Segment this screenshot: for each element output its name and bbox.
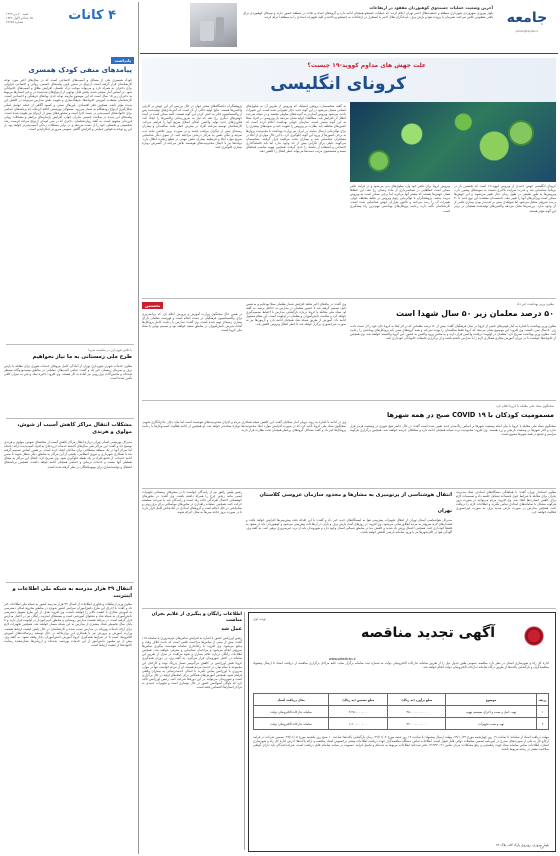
- news1-kicker: معاون وزیر بهداشت خبر داد: [516, 302, 554, 306]
- sidebar-article4-title: انتقال ۳۹ هزار مدرسه به شبکه ملی اطلاعات و اینترنت: [12, 586, 132, 599]
- tender-footer: بلوار پیروزی، روبروی پارک لاله، پلاک ۴۶: [496, 843, 549, 847]
- feature-header: [142, 58, 556, 102]
- table-row: ۱ تهیه، حمل و نصب و اجرای سیستم تهویه ۴۵,۰۰۰,۰۰۰,۰۰۰ ۲,۲۵۰,۰۰۰,۰۰۰ سامانه تدارکات الکترونیکی دولت: [254, 706, 549, 718]
- news1-body3: در همین حال سخنگوی وزارت آموزش و پرورش اعلام کرد که برنامه‌ریزی برای واکسیناسیون فرهنگیان در دست انجام است و فهرست معلمان دارای بیماری زمینه‌ای تهیه شده است. وی گفت: مدارس با رعایت کامل پروتکل‌ها آماده پذیرش دانش‌آموزان در مناطق سفید خواهند بود و تصمیم نهایی با ستاد ملی کرونا است.: [142, 312, 242, 333]
- news3-side: معاون استاندار تهران گفت: با هماهنگی دستگاه‌های امدادی، ستاد مدیریت بحران برای مقابله با شرایط جوی نامساعد تشکیل جلسه داد و تصمیمات لازم برای کاهش خسارت‌ها اتخاذ شد. وی افزود: مردم می‌توانند در صورت بروز هرگونه مشکل با سامانه‌های امدادی تماس بگیرند و اطلاعات لازم را دریافت کنند. همچنین مدارس در صورت بارش شدید برف به صورت غیرحضوری فعالیت خواهند کرد.: [456, 490, 556, 515]
- sidebar-article4-body: معاون وزیر ارتباطات و فناوری اطلاعات از اتصال ۳۹ هزار مدرسه کشور به شبکه ملی اطلاعات خبر داد و گفت: با اجرای این طرح دانش‌آموزان سراسر کشور به‌ویژه در مناطق محروم امکان دسترسی به آموزش مجازی با کیفیت بالاتر را خواهند داشت. وی افزود: هدف از این طرح تسهیل دسترسی دانش‌آموزان به شبکه شاد و محتوای آموزشی است و بسته‌های اینترنت رایگان نیز در اختیار مدارس قرار گرفته است. در مرحله نخست مدارس روستایی و مناطق کم‌برخوردار در اولویت قرار دارند و تا پایان سال تحصیلی تعداد بیشتری از مدارس به این شبکه متصل خواهند شد. همچنین تجهیزات لازم برای ارائه خدمات پهن‌باند در مدارس نصب شده و کارشناسان در حال پایش کیفیت ارتباط هستند. وزارت آموزش و پرورش نیز با همکاری این وزارتخانه در حال توسعه زیرساخت‌های آموزش الکترونیک است تا در شرایط همه‌گیری کرونا آموزش دانش‌آموزان دچار وقفه نشود. به گفته وی، بیش از دو میلیون دانش‌آموز از این خدمات بهره‌مند شده‌اند و ارزیابی‌ها نشان‌دهنده رضایت خانواده‌ها از کیفیت ارتباط است.: [4, 602, 132, 647]
- top-news-body: بلوار پیروزی سهروردی شهرداری منطقه و جمعیت‌هلال احمر تهران اعلام کردند که عملیات جستجو همچنان ادامه دارد و گروه‌های امداد و نجات در منطقه حضور دارند و تیم‌های کوهنوردی برای یافتن مفقودین تلاش می‌کنند. همزمان با برودت هوا و بارش برف، امدادگران هلال احمر با استقرار در ارتفاعات به جستجو پرداختند و کلیه تجهیزات امدادی را به منطقه اعزام کردند.: [243, 11, 493, 20]
- news4-body: رئیس اورژانس کشور با اشاره به افزایش تماس‌های غیرضروری با سامانه ۱۱۵ گفت: بیش از نیمی از تماس‌ها مزاحمت تلفنی است که باعث اتلاف وقت و منابع می‌شود. وی افزود: با راه‌اندازی سامانه هوشمند، پیگیری تماس‌ها سریع‌تر انجام می‌شود و مزاحمان شناسایی و معرفی خواهند شد. همچنین اطلاعات رایگان درباره علائم بیماری و نحوه مراقبت در منزل از طریق این سامانه در اختیار شهروندان قرار می‌گیرد. به گفته وی، در دوران همه‌گیری کرونا نقش اورژانس در کاهش مرگ‌ومیر بسیار پررنگ بوده و کارکنان این مجموعه با تمام توان در خدمت مردم هستند. او از مردم خواست تنها در موارد ضروری با اورژانس تماس بگیرند تا امکان خدمت‌رسانی به بیماران واقعی فراهم شود. همچنین آموزش‌های همگانی برای کمک‌های اولیه در حال برگزاری است و شهروندان می‌توانند در این دوره‌ها شرکت کنند. رئیس اورژانس تأکید کرد که ناوگان آمبولانس کشور در حال نوسازی است و تجهیزات جدیدی به مراکز استان‌ها اختصاص یافته است.: [142, 636, 242, 690]
- news1-body: معاون وزیر بهداشت با اشاره به آمار فوتی‌های ناشی از کرونا در میان فرهنگیان گفت: بیش از ۵۰ درصد معلمانی که بر اثر ابتلا به کرونا جان خود را از دست دادند زیر ۵۰ سال سن داشتند. وی افزود: این موضوع نشان می‌دهد که کرونا فقط سالمندان را تهدید نمی‌کند و همه گروه‌های سنی باید پروتکل‌های بهداشتی را رعایت کنند. معاون وزیر بهداشت تصریح کرد: معلمان در اولویت دریافت واکسن قرار دارند و به محض ورود واکسن به کشور، این گروه واکسینه خواهند شد. وی همچنین از خانواده‌ها خواست تا در دوران آموزش مجازی همکاری لازم را با مدارس داشته باشند و از برگزاری تجمعات خانوادگی خودداری کنند.: [350, 324, 556, 341]
- news4-subtitle: عمل شد: [221, 626, 242, 632]
- tender-intro: اداره کل راه و شهرسازی استان در نظر دارد مناقصه عمومی طبق جدول ذیل را از طریق سامانه تدارکات الکترونیکی دولت به شماره ثبت سامانه برگزار نماید. کلیه مراحل برگزاری مناقصه از دریافت اسناد تا ارسال پیشنهاد مناقصه‌گران و بازگشایی پاکت‌ها از طریق درگاه سامانه تدارکات الکترونیکی دولت انجام خواهد شد.: [253, 661, 549, 670]
- sidebar-article3-body: مدیرکل بهزیستی استان تهران درباره انتقال مراکز کاهش آسیب از محله‌های شوش، مولوی و هرندی توضیح داد و گفت: این مراکز طی سال‌های گذشته خدمات ارزنده‌ای به افراد آسیب‌دیده ارائه داده‌اند اما تمرکز آنها در یک منطقه مشکلاتی برای ساکنان ایجاد کرده است. بر همین اساس تصمیم گرفته شد با همکاری شهرداری و نیروی انتظامی، بخشی از این مراکز به مناطق دیگر منتقل شوند تا ضمن ادامه خدمات، از تجمع افراد در یک نقطه جلوگیری شود. وی تصریح کرد: انتقال این مراکز به معنای تعطیلی آنها نیست و خدمات درمانی و حمایتی همچنان ادامه خواهد داشت. همچنین برنامه‌های اشتغال و توانمندسازی برای بهبودیافتگان در نظر گرفته شده است.: [4, 440, 132, 469]
- sidebar-article2-body: معاون خدمات شهری شهرداری تهران از آمادگی کامل نیروهای خدمات شهری برای مقابله با بارش برف و سرمای زمستان خبر داد و گفت: تمامی اکیپ‌های عملیاتی در مناطق بیست‌ودوگانه مستقر شده‌اند و ماشین‌آلات برف‌روبی نیز آماده به کار هستند. وی افزود: ذخیره نمک و شن به میزان کافی تأمین شده است.: [4, 364, 132, 381]
- feature-title: کرونای انگلیسی: [270, 74, 406, 94]
- tender-table: ردیف موضوع مبلغ برآورد (به ریال) مبلغ تضمین (به ریال) محل دریافت اسناد ۱ تهیه، حمل و نصب و اجرای سیستم تهویه ۴۵,۰۰۰,۰۰۰,۰۰۰ ۲,۲۵۰,۰۰۰,۰۰۰ سامانه تدارکات الکترونیکی دولت ۲ تهیه و نصب تجهیزات ۳۲,۰۰۰,۰۰۰,۰۰۰ ۱,۶۰۰,۰۰۰,۰۰۰ سامانه تدارکات الکترونیکی دولت: [253, 693, 549, 730]
- news1-title: ۵۰ درصد معلمان زیر ۵۰ سال شهدا است: [395, 309, 554, 318]
- news3-title: انتقال هوشناسی از پرتومیزی به مشارها و محدود سازمان عروسی کلاستان: [259, 492, 452, 498]
- masthead-tagline: jameh@kayhan.ir: [515, 30, 539, 33]
- sidebar-article2-title: طرح ملی زمستانی به ما نیاز نخواهیم: [32, 354, 132, 360]
- news2-title: مسمومیت کودکان با COVID ۱۹ صبح در همه شهرها: [386, 411, 554, 419]
- top-news-headline: آخرین وضعیت عملیات جستجوی کوهنوردان مفقود در ارتفاعات: [369, 5, 493, 10]
- feature-col4: پژوهشگران دانشگاه‌های معتبر جهان در حال بررسی اثر این جهش بر کارایی واکسن‌ها هستند. نتایج اولیه حاکی از آن است که آنتی‌بادی‌های تولیدشده پس از واکسیناسیون قادر به خنثی کردن این گونه هستند. البته ممکن است در آینده جهش‌های دیگری رخ دهد که نیاز به به‌روزرسانی واکسن‌ها را ایجاد کند. فناوری‌های جدید تولید واکسن امکان اصلاح سریع آنها را فراهم می‌کند. کارشناسان توصیه می‌کنند افراد در معرض خطر مانند سالمندان و بیماران زمینه‌ای بیش از دیگران مراقب باشند و در صورت بروز علائمی مانند تب، سرفه و تنگی نفس به مراکز درمانی مراجعه کنند. از سوی دیگر شناسایی سریع موارد ابتلا و قرنطینه بیماران نقش مهمی در قطع زنجیره انتقال دارد. دولت‌ها نیز با اعمال محدودیت‌های هوشمند تلاش می‌کنند از گسترش دوباره بیماری جلوگیری کنند.: [142, 104, 242, 149]
- tender-details: مهلت دریافت اسناد از سامانه: تا ساعت ۱۹ روز چهارشنبه مورخ ۹۹/۱۰/۲۴. مهلت ارسال پیشنهاد: تا ساعت ۱۴ روز شنبه مورخ ۹۹/۱۱/۰۴. زمان بازگشایی پاکت‌ها: ساعت ۱۰ صبح روز یکشنبه مورخ ۹۹/۱۱/۰۵. تضمین شرکت در فرایند ارجاع کار به یکی از صورت‌های مندرج در آیین‌نامه تضمین معاملات دولتی قابل قبول است. اطلاعات تماس دستگاه مناقصه‌گزار جهت دریافت اطلاعات بیشتر درخصوص اسناد مناقصه و ارائه پاکت‌ها: آدرس اداره کل راه و شهرسازی استان. اطلاعات تماس سامانه ستاد جهت راهنمایی و رفع مشکلات: مرکز تماس ۰۲۱-۴۱۹۳۴. دفتر ثبت‌نام: اطلاعات مربوط به ثبت‌نام و تکمیل فرایند عضویت در سایت سامانه قابل دریافت است. شرکت‌کنندگان باید دارای گواهی صلاحیت معتبر در رشته مربوط باشند.: [253, 735, 549, 752]
- page-number: ۱۲: [540, 846, 544, 850]
- news2-body: سخنگوی ستاد ملی مقابله با کرونا با بیان اینکه وضعیت شهرها بر اساس رنگ‌بندی جدید تعیین شده است گفت: در حال حاضر هیچ شهری در وضعیت قرمز قرار ندارد و اکثر شهرها در وضعیت نارنجی و زرد هستند. وی افزود: محدودیت تردد شبانه همچنان ادامه دارد و متخلفان جریمه خواهند شد. همچنین برگزاری هرگونه مراسم و تجمع در همه شهرها ممنوع است.: [350, 424, 556, 437]
- news1-tag: نخستین: [142, 302, 163, 309]
- feature-col1: کرونای انگلیسی جهش جدیدی از ویروس کووید-۱۹ است که نخستین بار در بریتانیا شناسایی شد و قدرت سرایت بالاتری نسبت به نمونه‌های پیشین دارد. ویروس‌ها به طور طبیعی در طول زمان دچار تغییر می‌شوند و این جهش‌ها ممکن است ویژگی‌های آنها را تغییر دهد. دانشمندان معتقدند این نوع جدید تا ۷۰ درصد سریع‌تر منتقل می‌شود اما شواهدی مبنی بر شدیدتر بودن بیماری ناشی از آن وجود ندارد. بررسی‌ها نشان می‌دهد واکسن‌های تولیدشده همچنان در برابر این گونه مؤثر هستند.: [454, 184, 556, 213]
- sidebar-section2-kicker: با تلاش شهرداری در مناسبت سرما: [88, 348, 132, 352]
- news3-body: مدیرکل هواشناسی استان تهران از انتقال تجهیزات پیش‌بینی هوا به ایستگاه‌های جدید خبر داد و گفت: با این اقدام دقت پیش‌بینی‌ها افزایش خواهد یافت و هشدارهای لازم سریع‌تر به مردم اطلاع‌رسانی می‌شود. وی افزود: در روزهای آینده بارش برف و باران در ارتفاعات پیش‌بینی می‌شود و کوهنوردان باید از صعود به قله‌ها خودداری کنند. همچنین احتمال وزش باد شدید و کاهش دما در مناطق شمالی استان وجود دارد و شهروندان باید از تردد غیرضروری پرهیز کنند. به گفته وی، آلودگی هوا در کلان‌شهرها نیز با ورود سامانه بارشی کاهش خواهد یافت.: [246, 518, 452, 535]
- news3-subtitle: تهران: [437, 508, 452, 514]
- sidebar-label: یادداشت: [111, 57, 134, 64]
- table-row: ۲ تهیه و نصب تجهیزات ۳۲,۰۰۰,۰۰۰,۰۰۰ ۱,۶۰۰,۰۰۰,۰۰۰ سامانه تدارکات الکترونیکی دولت: [254, 718, 549, 730]
- top-news-photo: [190, 3, 237, 47]
- sidebar: [2, 2, 136, 854]
- sidebar-date: شنبه ۲۰ دی ۱۳۹۹ ۲۵ جمادی الاول ۱۴۴۲ شماره ۲۲۶۸۷: [6, 12, 33, 24]
- news2-body2: وی در ادامه با اشاره به روند نزولی آمار مبتلایان گفت: این کاهش نتیجه همکاری مردم و اجرای محدودیت‌های هوشمند است اما نباید دچار عادی‌انگاری شویم. سخنگوی ستاد ملی کرونا تأکید کرد که در صورت افزایش موارد ابتلا، محدودیت‌ها دوباره سخت‌تر خواهد شد. او همچنین از ادامه فعالیت کسب‌وکارها با رعایت پروتکل‌ها خبر داد و گفت مشاغل گروه‌های پرخطر همچنان تحت نظارت قرار دارند.: [142, 420, 346, 433]
- tender-site: www.setadiran.ir: [329, 657, 356, 661]
- virus-photo: [350, 102, 556, 182]
- sidebar-article1-title: پیامدهای منفی کودک همسری: [28, 66, 132, 74]
- masthead: [497, 2, 557, 54]
- feature-kicker: علت جهش های مداوم کووید-۱۹ چیست؟: [307, 62, 426, 69]
- feature-col3: به گفته متخصصان، پروتئین اسپایک که ویروس از طریق آن به سلول‌های انسانی متصل می‌شود در این گونه جدید دچار تغییراتی شده است. این تغییرات باعث می‌شود ویروس آسان‌تر به گیرنده‌های سلولی بچسبد و در نتیجه سرعت انتقال آن افزایش یابد. مطالعات اولیه نشان می‌دهد بار ویروسی در افراد مبتلا به این گونه بیشتر است. سازمان جهانی بهداشت اعلام کرده است که کشورهای مختلف باید نظارت بر ویروس را تقویت کنند و نمونه‌های بیشتری را برای توالی‌یابی ارسال نمایند. در ایران نیز وزارت بهداشت با محدودیت پروازها به برخی کشورها از ورود این گونه جلوگیری کرد. با این حال مواردی از ابتلا در مسافران شناسایی شد و بیماران تحت مراقبت قرار گرفتند. متخصصان می‌گویند دلیلی برای نگرانی بیش از حد وجود ندارد اما باید فاصله‌گذاری اجتماعی و استفاده از ماسک را جدی گرفت. همچنین تهویه مناسب فضاهای بسته و شستشوی مرتب دست‌ها می‌تواند خطر انتقال را کاهش دهد.: [246, 104, 346, 154]
- news3-body2: رئیس پلیس راهور نیز از رانندگان خواست تا در سفرهای زمستانی تجهیزات ایمنی مانند زنجیر چرخ را همراه داشته باشند. وی گفت: در محورهای کوهستانی احتمال لغزندگی جاده زیاد است و رانندگان باید با سرعت مطمئنه حرکت کنند. همچنین عملیات راهداری در محورهای مواصلاتی برای برف‌روبی و نمک‌پاشی در حال انجام است و گروه‌های امدادی در آماده‌باش کامل قرار دارند تا در صورت بروز حادثه سریعاً به محل اعزام شوند.: [142, 490, 242, 515]
- news4-title: اطلاعات رایگان و پیگیری از علایم بحران مناسب: [151, 612, 242, 623]
- sidebar-article3-title: مشکلات انتقال مراکز کاهش آسیب از شوش، مولوی و هرندی: [17, 422, 132, 435]
- news1-body2: وی گفت: در ماه‌های اخیر شاهد افزایش شمار معلمان مبتلا بوده‌ایم و به همین دلیل تصمیم گرفته شد تا حضور معلمان در مدارس به حداقل برسد. به گفته او، ستاد ملی مقابله با کرونا درباره بازگشایی مدارس با احتیاط تصمیم‌گیری خواهد کرد و سلامت دانش‌آموزان و معلمان در اولویت است. این مقام مسئول ادامه داد: آموزش از طریق شبکه شاد همچنان ادامه دارد و آزمون‌ها نیز به صورت غیرحضوری برگزار خواهد شد تا خطر انتقال ویروس کاهش یابد.: [246, 302, 346, 327]
- tender-emblem: [521, 621, 547, 651]
- sidebar-brand: ۴ کانات: [68, 8, 116, 23]
- feature-col2: ویروس کرونا برای تکثیر خود وارد سلول‌های بدن می‌شود و در فرایند تکثیر ممکن است خطاهایی در نسخه‌برداری از ماده ژنتیکی رخ دهد. این خطاها همان جهش‌ها هستند که بیشتر آنها بی‌اثرند اما برخی ممکن است به ویروس مزیت بدهند. پژوهشگران با توالی‌یابی ژنوم ویروس در نقاط مختلف جهان، تغییرات آن را رصد می‌کنند و تاکنون هزاران جهش شناسایی شده است. کارشناسان تأکید دارند رعایت پروتکل‌های بهداشتی مهم‌ترین راه پیشگیری است.: [350, 184, 450, 213]
- tender-title: آگهی تجدید مناقصه: [361, 625, 495, 641]
- news2-kicker: سخنگوی ستاد ملی مقابله با کرونا اعلام کرد: [496, 404, 554, 408]
- masthead-logo: جامعه: [506, 10, 548, 26]
- sidebar-article1-body: کودک همسری یکی از مسائل و آسیب‌های اجتماعی است که در سال‌های اخیر مورد توجه کارشناسان قرار گرفته است. ازدواج در سنین پایین پیامدهای جسمی، روانی و اجتماعی فراوانی برای دختران به همراه دارد و می‌تواند موجب ترک تحصیل، افزایش طلاق و آسیب‌های خانوادگی شود. بر اساس آمار منتشر شده، بخش قابل توجهی از ازدواج‌های ثبت‌شده در برخی استان‌ها مربوط به دختران زیر ۱۵ سال است که این موضوع نیازمند توجه جدی نهادهای فرهنگی و اجتماعی است. کارشناسان معتقدند آموزش خانواده‌ها، فرهنگ‌سازی و تقویت نقش مدارس می‌تواند در کاهش این پدیده مؤثر باشد. همچنین فقر اقتصادی، باورهای سنتی و کمبود آگاهی از جمله عوامل اصلی شکل‌گیری ازدواج زودهنگام به شمار می‌رود. مسئولان بهزیستی اعلام کرده‌اند که برنامه‌های حمایتی برای خانواده‌های آسیب‌پذیر در دست اجرا است و مشاوره‌های پیش از ازدواج نیز تقویت شده است. پیامدهای این پدیده در سلامت جسمی مادران جوان، افزایش زایمان‌های پرخطر و مشکلات روانی فرزندان مشهود است. به گفته روان‌شناسان، دختری که در سن کودکی ازدواج می‌کند فرصت رشد شخصیتی و تحصیلی خود را از دست می‌دهد و در برابر مشکلات زندگی آسیب‌پذیرتر خواهد بود. از این رو توجه به قوانین حمایتی و افزایش آگاهی عمومی ضرورتی انکارناپذیر است.: [4, 78, 132, 132]
- tender-box: [248, 612, 556, 852]
- tender-notice-label: نوبت اول: [253, 617, 267, 621]
